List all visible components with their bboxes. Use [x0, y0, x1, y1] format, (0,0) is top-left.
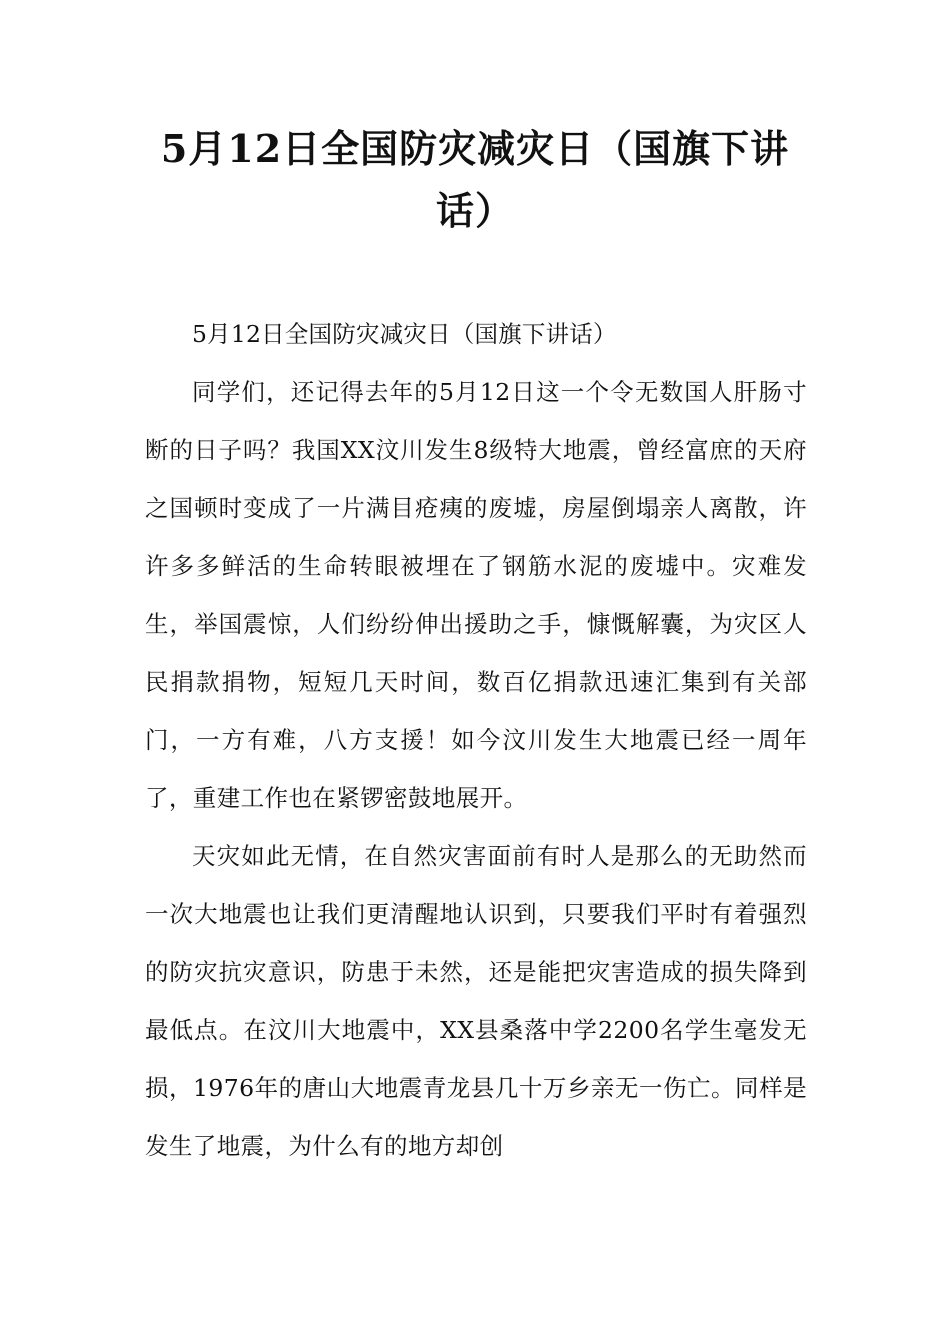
paragraph-2: 天灾如此无情，在自然灾害面前有时人是那么的无助然而一次大地震也让我们更清醒地认识到，只要我们平时有着强烈的防灾抗灾意识，防患于未然，还是能把灾害造成的损失降到最低点。在汶川大地震中，XX县桑落中学2200名学生毫发无损，1976年的唐山大地震青龙县几十万乡亲无一伤亡。同样是发生了地震，为什么有的地方却创 [145, 842, 807, 1160]
paragraph-1: 同学们，还记得去年的5月12日这一个令无数国人肝肠寸断的日子吗？我国XX汶川发生8级特大地震，曾经富庶的天府之国顿时变成了一片满目疮痍的废墟，房屋倒塌亲人离散，许许多多鲜活的生命转眼被埋在了钢筋水泥的废墟中。灾难发生，举国震惊，人们纷纷伸出援助之手，慷慨解囊，为灾区人民捐款捐物，短短几天时间，数百亿捐款迅速汇集到有关部门，一方有难，八方支援！如今汶川发生大地震已经一周年了，重建工作也在紧锣密鼓地展开。 [145, 378, 807, 812]
document-body [145, 305, 807, 1175]
paragraph-subtitle: 5月12日全国防灾减灾日（国旗下讲话） [192, 320, 617, 348]
document-title: 5月12日全国防灾减灾日（国旗下讲话） [160, 126, 790, 233]
